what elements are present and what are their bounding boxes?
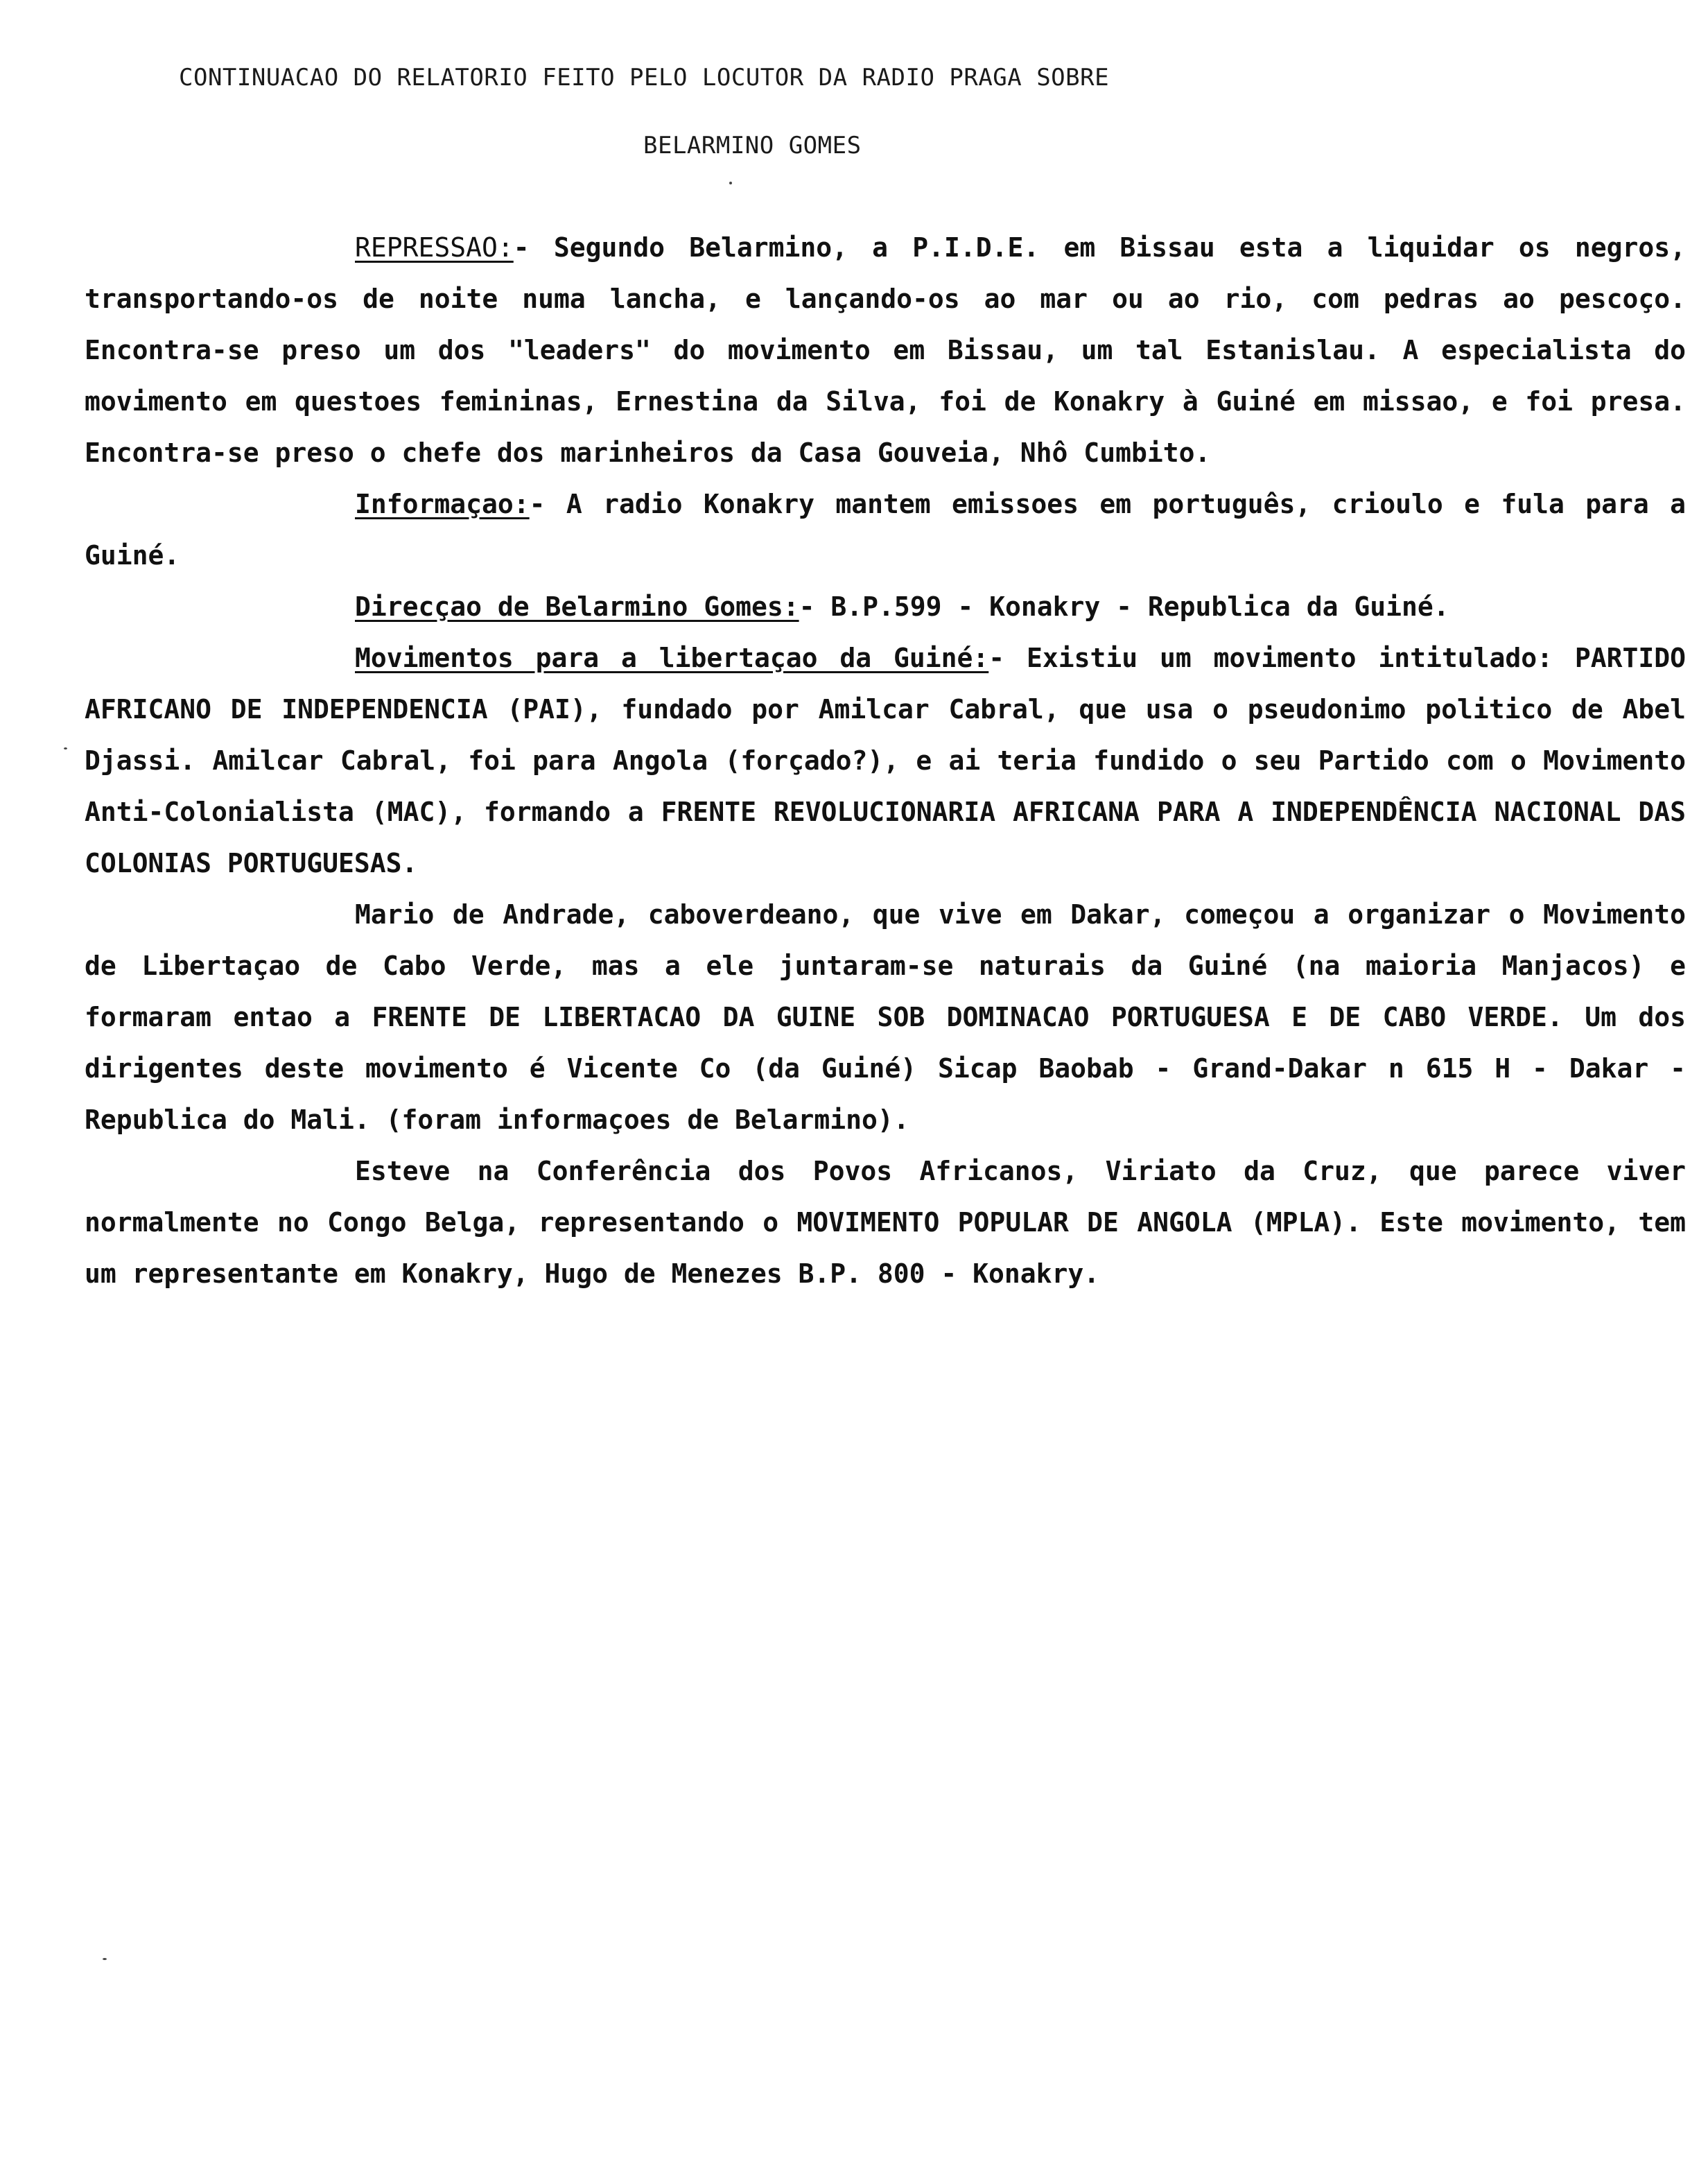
paragraph-text: - A radio Konakry mantem emissoes em português, crioulo e fula para a Guiné. [85,489,1686,571]
paragraph-text: Mario de Andrade, caboverdeano, que vive em Dakar, começou a organizar o Movimento de Libertaçao de Cabo Verde, mas a ele juntaram-se naturais da Guiné (na maioria Manjacos) e formaram entao a FRENTE DE LIBERTACAO DA GUINE SOB DOMINACAO PORTUGUESA E DE CABO VERDE. Um dos dirigentes deste movimento é Vicente Co (da Guiné) Sicap Baobab - Grand-Dakar n 615 H - Dakar - Republica do Mali. (foram informaçoes de Belarmino). [85,899,1686,1135]
paragraph-text: - Existiu um movimento intitulado: PARTIDO AFRICANO DE INDEPENDENCIA (PAI), fundado por Amilcar Cabral, que usa o pseudonimo politico de Abel Djassi. Amilcar Cabral, foi para Angola (forçado?), e ai teria fundido o seu Partido com o Movimento Anti-Colonialista (MAC), formando a FRENTE REVOLUCIONARIA AFRICANA PARA A INDEPENDÊNCIA NACIONAL DAS COLONIAS PORTUGUESAS. [85,643,1686,878]
scan-speck [103,1958,107,1960]
paragraph-informacao [85,478,1686,581]
paragraph-text: Esteve na Conferência dos Povos Africanos, Viriato da Cruz, que parece viver normalmente no Congo Belga, representando o MOVIMENTO POPULAR DE ANGOLA (MPLA). Este movimento, tem um representante em Konakry, Hugo de Menezes B.P. 800 - Konakry. [85,1156,1686,1289]
document-body [85,222,1686,1299]
paragraph-direccao [85,581,1686,632]
paragraph-text: - B.P.599 - Konakry - Republica da Guiné. [799,591,1449,622]
document-title-line-1: CONTINUACAO DO RELATORIO FEITO PELO LOCUTOR DA RADIO PRAGA SOBRE [179,64,1110,92]
paragraph-movimentos [85,632,1686,889]
paragraph-text: - Segundo Belarmino, a P.I.D.E. em Bissau esta a liquidar os negros, transportando-os de noite numa lancha, e lançando-os ao mar ou ao rio, com pedras ao pescoço. Encontra-se preso um dos "leaders" do movimento em Bissau, um tal Estanislau. A especialista do movimento em questoes femininas, Ernestina da Silva, foi de Konakry à Guiné em missao, e foi presa. Encontra-se preso o chefe dos marinheiros da Casa Gouveia, Nhô Cumbito. [85,232,1686,468]
document-title-line-2: BELARMINO GOMES [643,132,862,159]
scan-speck [729,182,732,184]
paragraph-mario-de-andrade [85,889,1686,1145]
paragraph-heading: REPRESSAO: [355,232,514,263]
paragraph-repressao [85,222,1686,478]
paragraph-heading: Movimentos para a libertaçao da Guiné: [355,643,989,673]
paragraph-heading: Informaçao: [355,489,530,519]
paragraph-viriato-da-cruz [85,1145,1686,1299]
scan-speck [64,747,67,749]
paragraph-heading: Direcçao de Belarmino Gomes: [355,591,799,622]
